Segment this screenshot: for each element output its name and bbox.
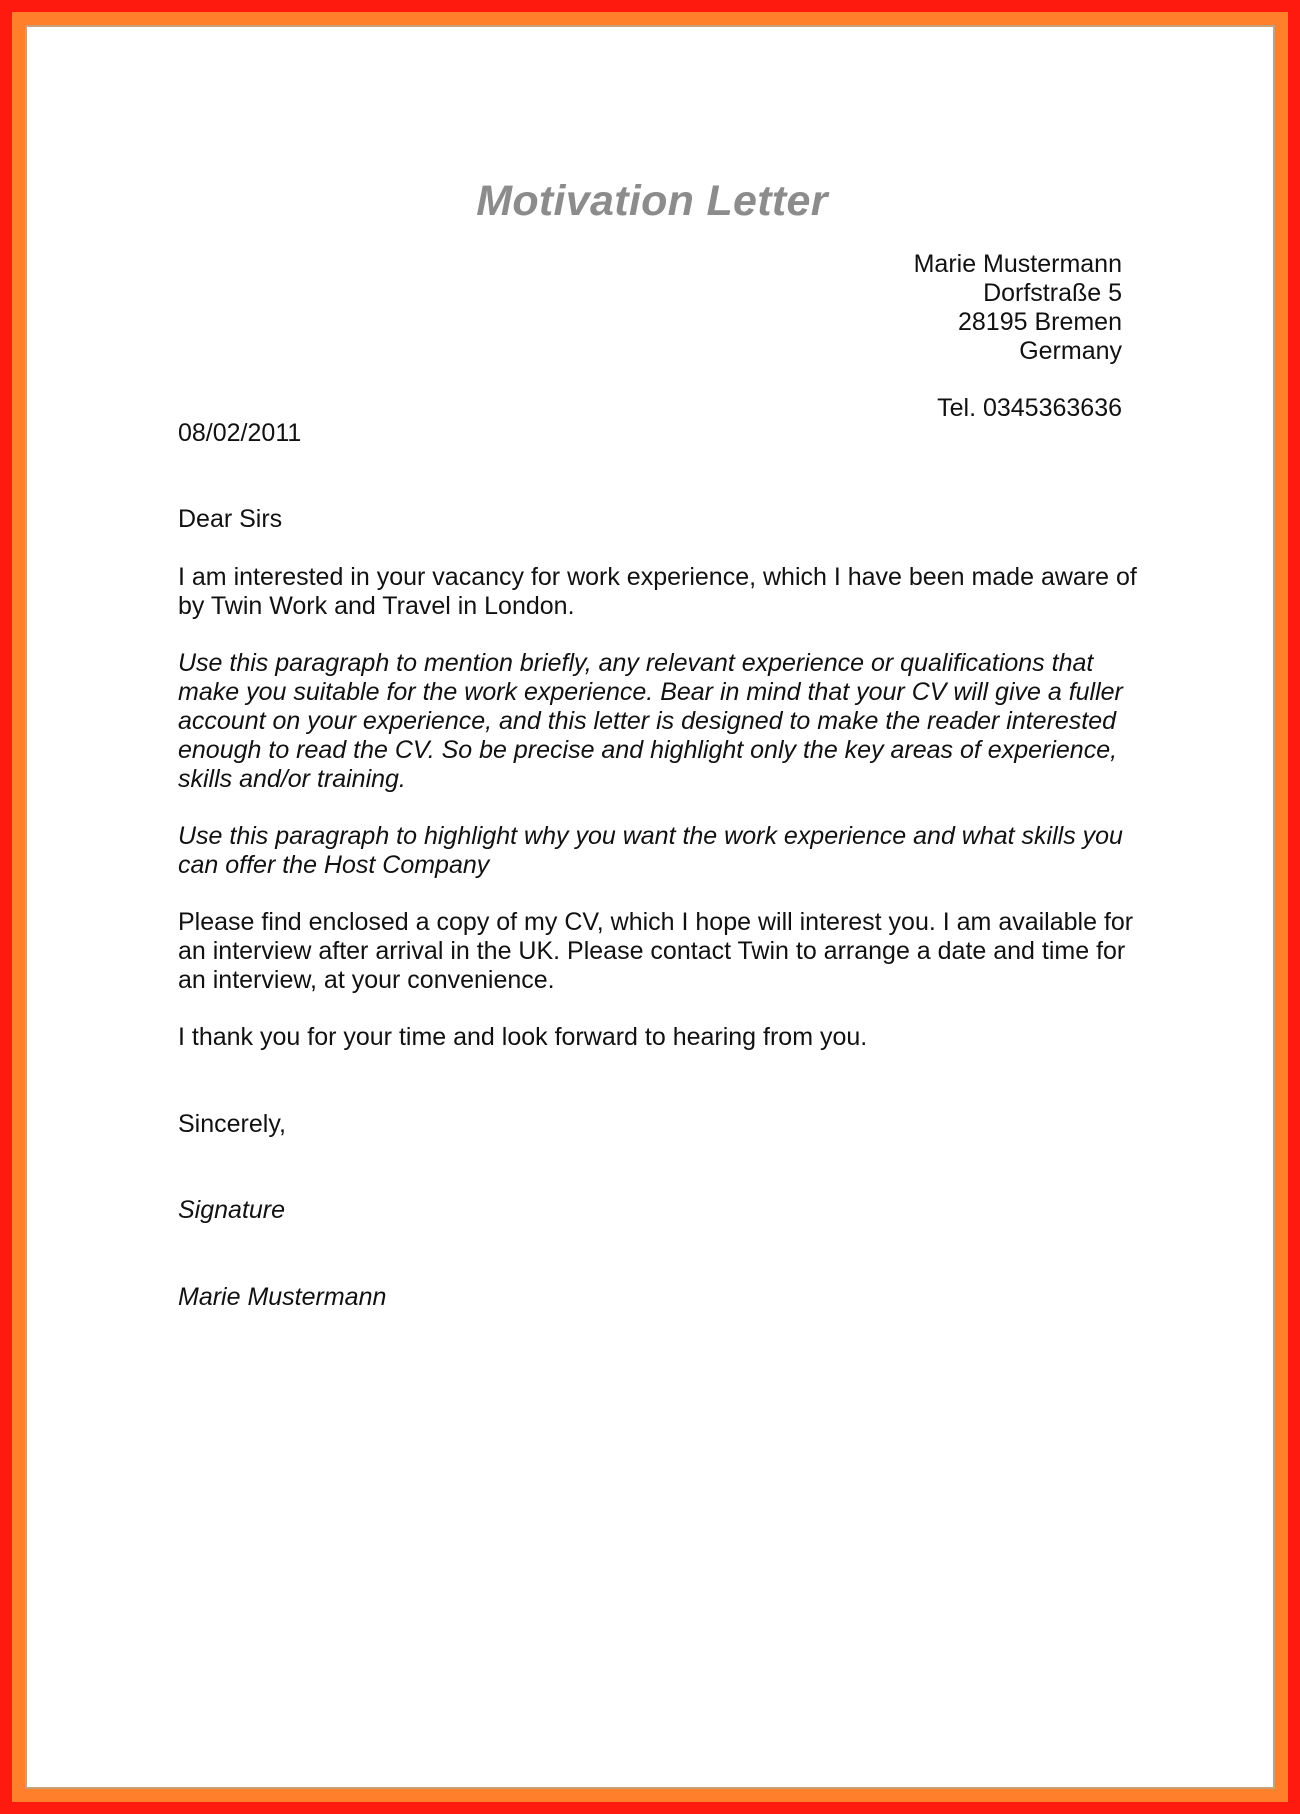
sender-name: Marie Mustermann bbox=[913, 250, 1122, 278]
sender-country: Germany bbox=[1019, 337, 1122, 365]
paragraph-motivation: Use this paragraph to highlight why you want the work experience and what skills you can offer the Host Company bbox=[178, 822, 1123, 879]
letter-date: 08/02/2011 bbox=[178, 419, 302, 447]
closing: Sincerely, bbox=[178, 1110, 286, 1138]
paragraph-availability: Please find enclosed a copy of my CV, which I hope will interest you. I am available for an interview after arrival in the UK. Please contact Twin to arrange a date and time for an interview, at your convenience. bbox=[178, 908, 1134, 994]
letter-page bbox=[29, 29, 1271, 1785]
signature: Signature bbox=[178, 1196, 286, 1224]
signer-name: Marie Mustermann bbox=[178, 1283, 387, 1311]
sender-telephone: Tel. 0345363636 bbox=[937, 394, 1122, 422]
paragraph-experience: Use this paragraph to mention briefly, any relevant experience or qualifications that make you suitable for the work experience. Bear in mind that your CV will give a fuller account on your experience, and this letter is designed to make the reader interested enough to read the CV. So be precise and highlight only the key areas of experience, skills and/or training. bbox=[178, 649, 1123, 793]
letter-title: Motivation Letter bbox=[476, 177, 828, 225]
paragraph-thanks: I thank you for your time and look forward to hearing from you. bbox=[178, 1023, 868, 1051]
paragraph-intro: I am interested in your vacancy for work experience, which I have been made aware of by Twin Work and Travel in London. bbox=[178, 563, 1137, 620]
sender-street: Dorfstraße 5 bbox=[983, 279, 1122, 307]
sender-address-block bbox=[914, 250, 1122, 423]
salutation: Dear Sirs bbox=[178, 505, 283, 533]
sender-city: 28195 Bremen bbox=[957, 308, 1122, 336]
